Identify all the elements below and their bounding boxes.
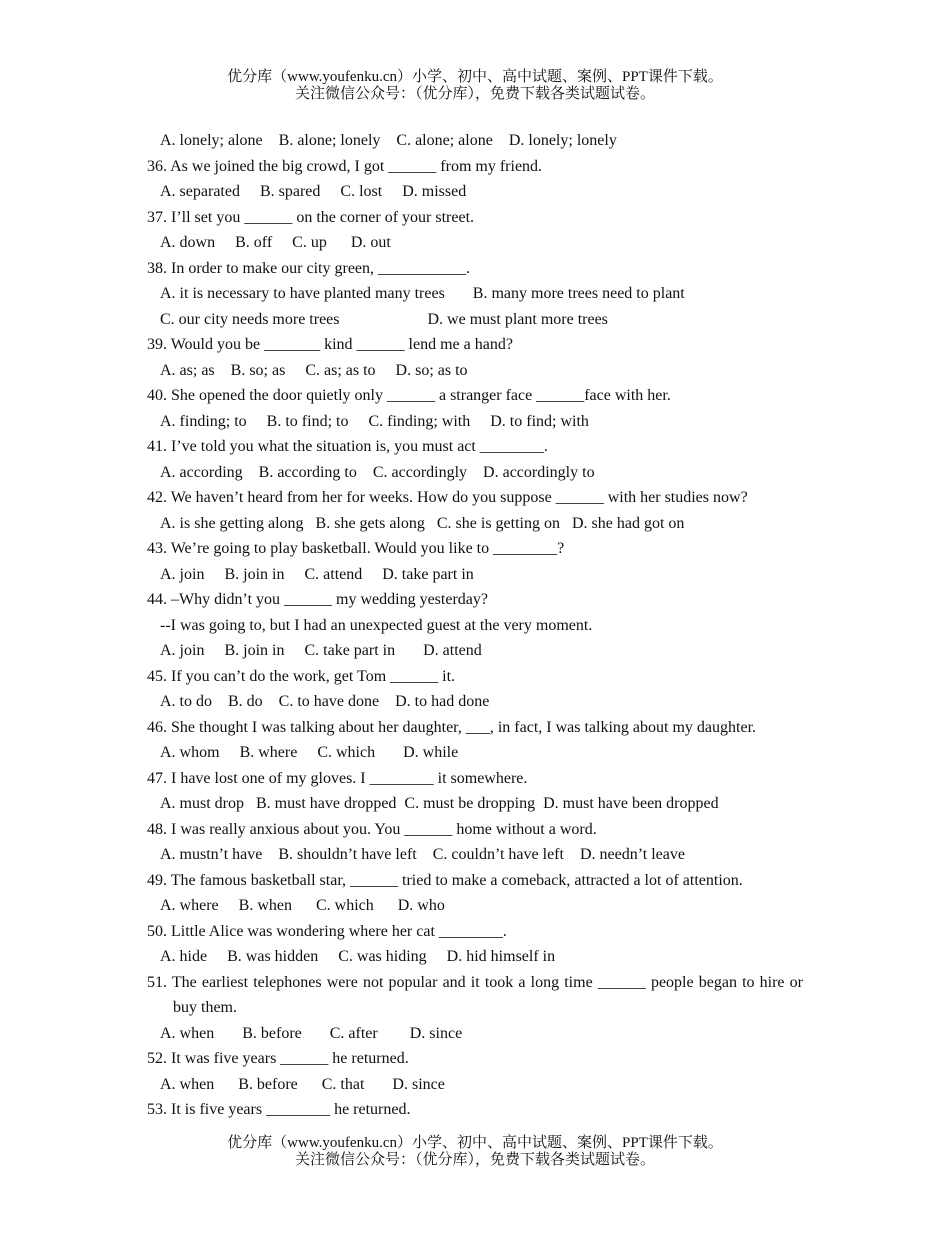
answer-option: A. join	[160, 565, 205, 583]
answer-option: D. so; as to	[375, 361, 468, 379]
answer-option: A. lonely; alone	[160, 132, 263, 149]
answer-option: B. many more trees need to plant	[444, 285, 685, 302]
answer-option: A. when	[160, 1024, 215, 1042]
question-stem: 45. If you can’t do the work, get Tom ______ it.	[147, 667, 456, 685]
answer-option: B. alone; lonely	[262, 132, 381, 149]
answer-option: C. our city needs more trees	[160, 310, 340, 328]
answer-options	[147, 409, 803, 435]
header-line-1: 优分库（www.youfenku.cn）小学、初中、高中试题、案例、PPT课件下载。	[227, 69, 723, 85]
answer-option: D. must have been dropped	[535, 795, 719, 812]
answer-option: D. who	[373, 897, 445, 914]
header-line-2: 关注微信公众号：（优分库），免费下载各类试题试卷。	[294, 86, 655, 102]
question-list	[147, 128, 803, 1123]
question-stem: 41. I’ve told you what the situation is, you must act ________.	[147, 438, 548, 455]
answer-option: C. lost	[320, 183, 383, 200]
answer-option: D. accordingly to	[467, 463, 595, 481]
answer-options	[147, 562, 803, 588]
answer-options	[147, 893, 803, 919]
question-stem: 42. We haven’t heard from her for weeks. How do you suppose ______ with her studies now?	[147, 489, 748, 506]
answer-option: C. after	[301, 1024, 378, 1042]
answer-option: B. shouldn’t have left	[262, 846, 417, 863]
answer-option: D. while	[375, 744, 459, 761]
answer-option: D. needn’t leave	[563, 846, 685, 863]
question-stem: 46. She thought I was talking about her daughter, ___, in fact, I was talking about my daughter.	[147, 718, 757, 736]
answer-option: C. attend	[284, 565, 363, 583]
answer-option: C. couldn’t have left	[416, 846, 564, 863]
answer-options	[147, 1021, 803, 1047]
answer-option: A. whom	[160, 744, 220, 761]
answer-options	[147, 307, 803, 333]
answer-options	[147, 128, 803, 154]
answer-options	[147, 613, 803, 639]
question-stem: 51. The earliest telephones were not popular and it took a long time ______ people began to hire or buy them.	[147, 973, 803, 1016]
answer-option: C. which	[297, 744, 376, 761]
answer-option: C. alone; alone	[380, 132, 493, 149]
answer-option: D. we must plant more trees	[339, 310, 608, 328]
answer-option: A. separated	[160, 183, 240, 200]
answer-option: B. before	[214, 1024, 302, 1042]
answer-option: D. hid himself in	[426, 948, 556, 965]
answer-option: B. join in	[204, 565, 285, 583]
answer-option: C. she is getting on	[424, 514, 560, 532]
answer-option: B. was hidden	[207, 948, 319, 965]
answer-option: B. to find; to	[246, 412, 349, 430]
answer-option: C. was hiding	[318, 948, 427, 965]
answer-option: D. take part in	[362, 565, 474, 583]
answer-option: A. is she getting along	[160, 514, 304, 532]
answer-option: C. which	[291, 897, 374, 914]
answer-option: B. must have dropped	[244, 795, 397, 812]
answer-option: D. to find; with	[470, 412, 589, 430]
answer-option: B. so; as	[214, 361, 286, 379]
answer-option: A. when	[160, 1075, 215, 1093]
question-stem: 48. I was really anxious about you. You ______ home without a word.	[147, 820, 597, 838]
answer-option: D. since	[377, 1024, 463, 1042]
answer-options	[147, 944, 803, 970]
answer-option: D. lonely; lonely	[492, 132, 617, 149]
footer-line-2: 关注微信公众号：（优分库），免费下载各类试题试卷。	[294, 1152, 655, 1168]
answer-option: D. attend	[395, 642, 482, 659]
question-stem: 43. We’re going to play basketball. Would you like to ________?	[147, 540, 565, 557]
answer-option: A. as; as	[160, 361, 215, 379]
answer-option: C. to have done	[262, 693, 380, 710]
answer-option: B. when	[218, 897, 292, 914]
answer-option: D. she had got on	[559, 514, 685, 532]
answer-option: A. must drop	[160, 795, 244, 812]
answer-option: A. mustn’t have	[160, 846, 263, 863]
answer-options	[147, 179, 803, 205]
question-stem: 44. –Why didn’t you ______ my wedding yesterday?	[147, 591, 488, 608]
question-stem: 38. In order to make our city green, ___________.	[147, 259, 471, 277]
answer-option: D. since	[364, 1075, 445, 1093]
answer-option: D. out	[326, 234, 391, 251]
answer-option: A. to do	[160, 693, 212, 710]
answer-options	[147, 842, 803, 868]
answer-options	[147, 689, 803, 715]
answer-option: C. as; as to	[285, 361, 376, 379]
answer-option: A. according	[160, 463, 243, 481]
page-footer	[0, 1135, 950, 1169]
answer-options	[147, 740, 803, 766]
answer-option: C. accordingly	[356, 463, 468, 481]
answer-option: A. down	[160, 234, 216, 251]
answer-option: B. before	[214, 1075, 298, 1093]
answer-option: --I was going to, but I had an unexpected guest at the very moment.	[160, 616, 593, 634]
answer-option: C. up	[272, 234, 327, 251]
answer-options	[147, 460, 803, 486]
answer-options	[147, 358, 803, 384]
answer-options	[147, 638, 803, 664]
footer-line-1: 优分库（www.youfenku.cn）小学、初中、高中试题、案例、PPT课件下载。	[227, 1135, 723, 1151]
answer-options	[147, 511, 803, 537]
answer-option: B. according to	[242, 463, 357, 481]
question-stem: 50. Little Alice was wondering where her cat ________.	[147, 922, 507, 940]
answer-option: D. missed	[382, 183, 467, 200]
answer-option: B. off	[215, 234, 273, 251]
answer-option: A. finding; to	[160, 412, 247, 430]
question-stem: 36. As we joined the big crowd, I got ______ from my friend.	[147, 157, 543, 175]
answer-option: A. hide	[160, 948, 208, 965]
question-stem: 40. She opened the door quietly only ______ a stranger face ______face with her.	[147, 387, 671, 404]
question-stem: 47. I have lost one of my gloves. I ________ it somewhere.	[147, 769, 528, 787]
answer-option: C. must be dropping	[396, 795, 536, 812]
answer-option: B. she gets along	[303, 514, 425, 532]
answer-options	[147, 791, 803, 817]
answer-option: C. finding; with	[348, 412, 471, 430]
answer-option: B. spared	[239, 183, 321, 200]
answer-options	[147, 1072, 803, 1098]
answer-option: A. it is necessary to have planted many trees	[160, 285, 445, 302]
question-stem: 37. I’ll set you ______ on the corner of your street.	[147, 208, 475, 226]
answer-option: B. where	[219, 744, 298, 761]
page-header	[0, 69, 950, 103]
answer-options	[147, 230, 803, 256]
answer-option: A. where	[160, 897, 219, 914]
answer-options	[147, 281, 803, 307]
answer-option: B. do	[212, 693, 263, 710]
question-stem: 52. It was five years ______ he returned.	[147, 1050, 409, 1067]
answer-option: A. join	[160, 642, 205, 659]
question-stem: 49. The famous basketball star, ______ tried to make a comeback, attracted a lot of attention.	[147, 871, 743, 889]
answer-option: C. take part in	[284, 642, 396, 659]
question-stem: 39. Would you be _______ kind ______ lend me a hand?	[147, 336, 513, 353]
answer-option: B. join in	[204, 642, 285, 659]
answer-option: D. to had done	[379, 693, 490, 710]
question-stem: 53. It is five years ________ he returned.	[147, 1101, 411, 1118]
answer-option: C. that	[297, 1075, 365, 1093]
